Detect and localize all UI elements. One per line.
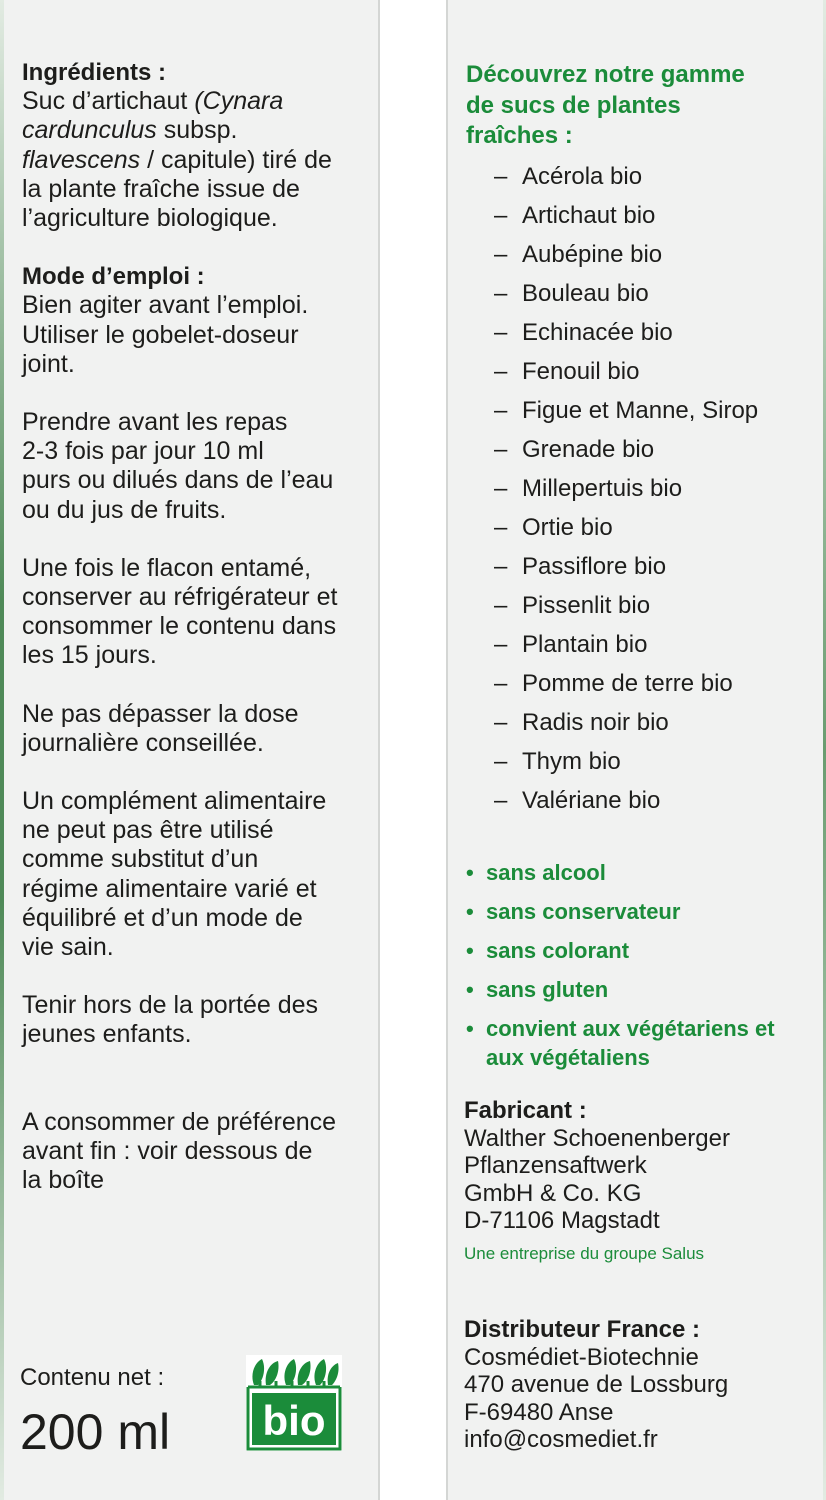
list-item (466, 625, 816, 664)
plant-name: Thym bio (522, 747, 621, 775)
dash: – (494, 435, 508, 463)
dash: – (494, 669, 508, 697)
left-text-column (22, 58, 367, 1195)
list-item (466, 936, 816, 966)
dash: – (494, 513, 508, 541)
plant-name: Figue et Manne, Sirop (522, 396, 759, 424)
mode-emploi-p4 (22, 700, 367, 758)
plant-name: Echinacée bio (522, 318, 673, 346)
list-item (466, 664, 816, 703)
gamme-title (466, 60, 816, 152)
text-line: Ne pas dépasser la dose (22, 699, 299, 728)
plant-name: Pissenlit bio (522, 591, 651, 619)
spacer (22, 962, 367, 991)
plant-name: Millepertuis bio (522, 474, 683, 502)
fabricant-block (464, 1097, 814, 1265)
list-item (466, 352, 816, 391)
bio-logo-icon (246, 1355, 342, 1451)
text-line: purs ou dilués dans de l’eau (22, 466, 334, 495)
dash: – (494, 318, 508, 346)
mode-emploi-p3 (22, 554, 367, 671)
ingredients-line-0-a: Suc d’artichaut (22, 87, 195, 116)
plant-list (466, 157, 816, 820)
bullet: • (466, 976, 474, 1002)
dash: – (494, 708, 508, 736)
list-item (466, 703, 816, 742)
plant-name: Fenouil bio (522, 357, 640, 385)
contenu-net-value: 200 ml (20, 1404, 171, 1460)
dash: – (494, 357, 508, 385)
text-line: ou du jus de fruits. (22, 495, 227, 524)
text-line: régime alimentaire varié et (22, 874, 317, 903)
list-item (466, 430, 816, 469)
spacer (22, 525, 367, 554)
sans-item: sans gluten (486, 976, 609, 1002)
fabricant-line: GmbH & Co. KG (464, 1179, 642, 1207)
spacer (22, 379, 367, 408)
plant-name: Ortie bio (522, 513, 613, 541)
plant-name: Pomme de terre bio (522, 669, 733, 697)
text-line: Bien agiter avant l’emploi. (22, 291, 309, 320)
mode-emploi-heading: Mode d’emploi : (22, 263, 205, 291)
list-item (466, 975, 816, 1005)
ingredients-latin-1: (Cynara (194, 87, 284, 116)
dash: – (494, 552, 508, 580)
contenu-net-label: Contenu net : (20, 1364, 165, 1391)
dash: – (494, 786, 508, 814)
dash: – (494, 630, 508, 658)
fabricant-line: Pflanzensaftwerk (464, 1152, 647, 1179)
plant-name: Plantain bio (522, 630, 648, 658)
ingredients-latin-2: cardunculus (22, 116, 157, 145)
group-note: Une entreprise du groupe Salus (464, 1243, 705, 1263)
ingredients-heading: Ingrédients : (22, 59, 167, 86)
text-line: ne peut pas être utilisé (22, 816, 274, 845)
fabricant-line: Walther Schoenenberger (464, 1124, 730, 1152)
gamme-title-line: fraîches : (466, 122, 573, 149)
text-line: Une fois le flacon entamé, (22, 553, 312, 582)
bullet: • (466, 898, 474, 924)
list-item (466, 742, 816, 781)
bullet: • (466, 1015, 474, 1041)
distributeur-line: 470 avenue de Lossburg (464, 1371, 729, 1398)
plant-name: Bouleau bio (522, 279, 649, 307)
ingredients-line (22, 87, 367, 116)
text-line: les 15 jours. (22, 641, 157, 670)
dash: – (494, 474, 508, 502)
sans-item: sans alcool (486, 859, 606, 885)
plant-name: Grenade bio (522, 435, 655, 463)
mode-emploi-p5 (22, 787, 367, 962)
text-line: Prendre avant les repas (22, 408, 288, 437)
mode-emploi-p7 (22, 1108, 367, 1196)
plant-name: Artichaut bio (522, 201, 656, 229)
text-line: A consommer de préférence (22, 1107, 337, 1136)
dash: – (494, 747, 508, 775)
plant-name: Passiflore bio (522, 552, 667, 580)
text-line: consommer le contenu dans (22, 612, 337, 641)
dash: – (494, 201, 508, 229)
mode-emploi-p6 (22, 991, 367, 1049)
bullet: • (466, 937, 474, 963)
fabricant-heading: Fabricant : (464, 1097, 587, 1124)
text-line: avant fin : voir dessous de (22, 1136, 313, 1165)
spacer (22, 1050, 367, 1108)
text-line: jeunes enfants. (22, 1020, 192, 1049)
plant-name: Radis noir bio (522, 708, 669, 736)
list-item (466, 196, 816, 235)
fabricant-line: D-71106 Magstadt (464, 1207, 660, 1234)
bullet: • (466, 859, 474, 885)
text-line: Utiliser le gobelet-doseur (22, 320, 299, 349)
sans-item: convient aux végétariens et aux végétaliens (486, 1015, 775, 1070)
list-item (466, 391, 816, 430)
list-item (466, 897, 816, 927)
dash: – (494, 240, 508, 268)
text-line: la boîte (22, 1166, 105, 1195)
ingredients-subsp: subsp. (156, 116, 238, 145)
spacer (22, 758, 367, 787)
dash: – (494, 396, 508, 424)
sans-item: sans conservateur (486, 898, 681, 924)
ingredients-line: la plante fraîche issue de (22, 174, 300, 203)
sans-item: sans colorant (486, 937, 630, 963)
dash: – (494, 591, 508, 619)
plant-name: Valériane bio (522, 786, 661, 814)
distributeur-heading: Distributeur France : (464, 1316, 701, 1343)
text-line: Tenir hors de la portée des (22, 991, 319, 1020)
panel-gap (380, 0, 446, 1500)
spacer (22, 671, 367, 700)
list-item (466, 469, 816, 508)
list-item (466, 274, 816, 313)
text-line: Un complément alimentaire (22, 787, 327, 816)
text-line: journalière conseillée. (22, 728, 264, 757)
left-panel (0, 0, 380, 1500)
list-item (466, 781, 816, 820)
sans-list (466, 858, 816, 1073)
list-item (466, 313, 816, 352)
list-item (466, 1014, 816, 1073)
right-text-column (466, 60, 816, 1082)
distributeur-line: F-69480 Anse (464, 1398, 614, 1426)
distributeur-line: Cosmédiet-Biotechnie (464, 1343, 699, 1371)
left-panel-edge (0, 0, 4, 1500)
text-line: équilibré et d’un mode de (22, 903, 303, 932)
text-line: vie sain. (22, 933, 114, 962)
list-item (466, 858, 816, 888)
dash: – (494, 162, 508, 190)
plant-name: Aubépine bio (522, 240, 663, 268)
ingredients-text (22, 87, 367, 233)
mode-emploi-p1 (22, 291, 367, 379)
ingredients-latin-3: flavescens (22, 145, 141, 174)
gamme-title-line: de sucs de plantes (466, 91, 681, 119)
gamme-title-line: Découvrez notre gamme (466, 61, 745, 88)
distributeur-email: info@cosmediet.fr (464, 1426, 658, 1453)
text-line: joint. (22, 349, 75, 378)
text-line: 2-3 fois par jour 10 ml (22, 437, 264, 466)
dash: – (494, 279, 508, 307)
list-item (466, 547, 816, 586)
plant-name: Acérola bio (522, 162, 643, 190)
list-item (466, 235, 816, 274)
text-line: conserver au réfrigérateur et (22, 583, 338, 612)
distributeur-block (464, 1316, 814, 1454)
text-line: comme substitut d’un (22, 845, 259, 874)
bio-logo-text: bio (262, 1397, 326, 1444)
ingredients-line: l’agriculture biologique. (22, 204, 278, 233)
ingredients-line (22, 116, 367, 145)
list-item (466, 157, 816, 196)
mode-emploi-p2 (22, 408, 367, 525)
list-item (466, 586, 816, 625)
list-item (466, 508, 816, 547)
ingredients-line (22, 146, 367, 175)
spacer (22, 233, 367, 262)
ingredients-capitule: / capitule) tiré de (140, 145, 332, 174)
